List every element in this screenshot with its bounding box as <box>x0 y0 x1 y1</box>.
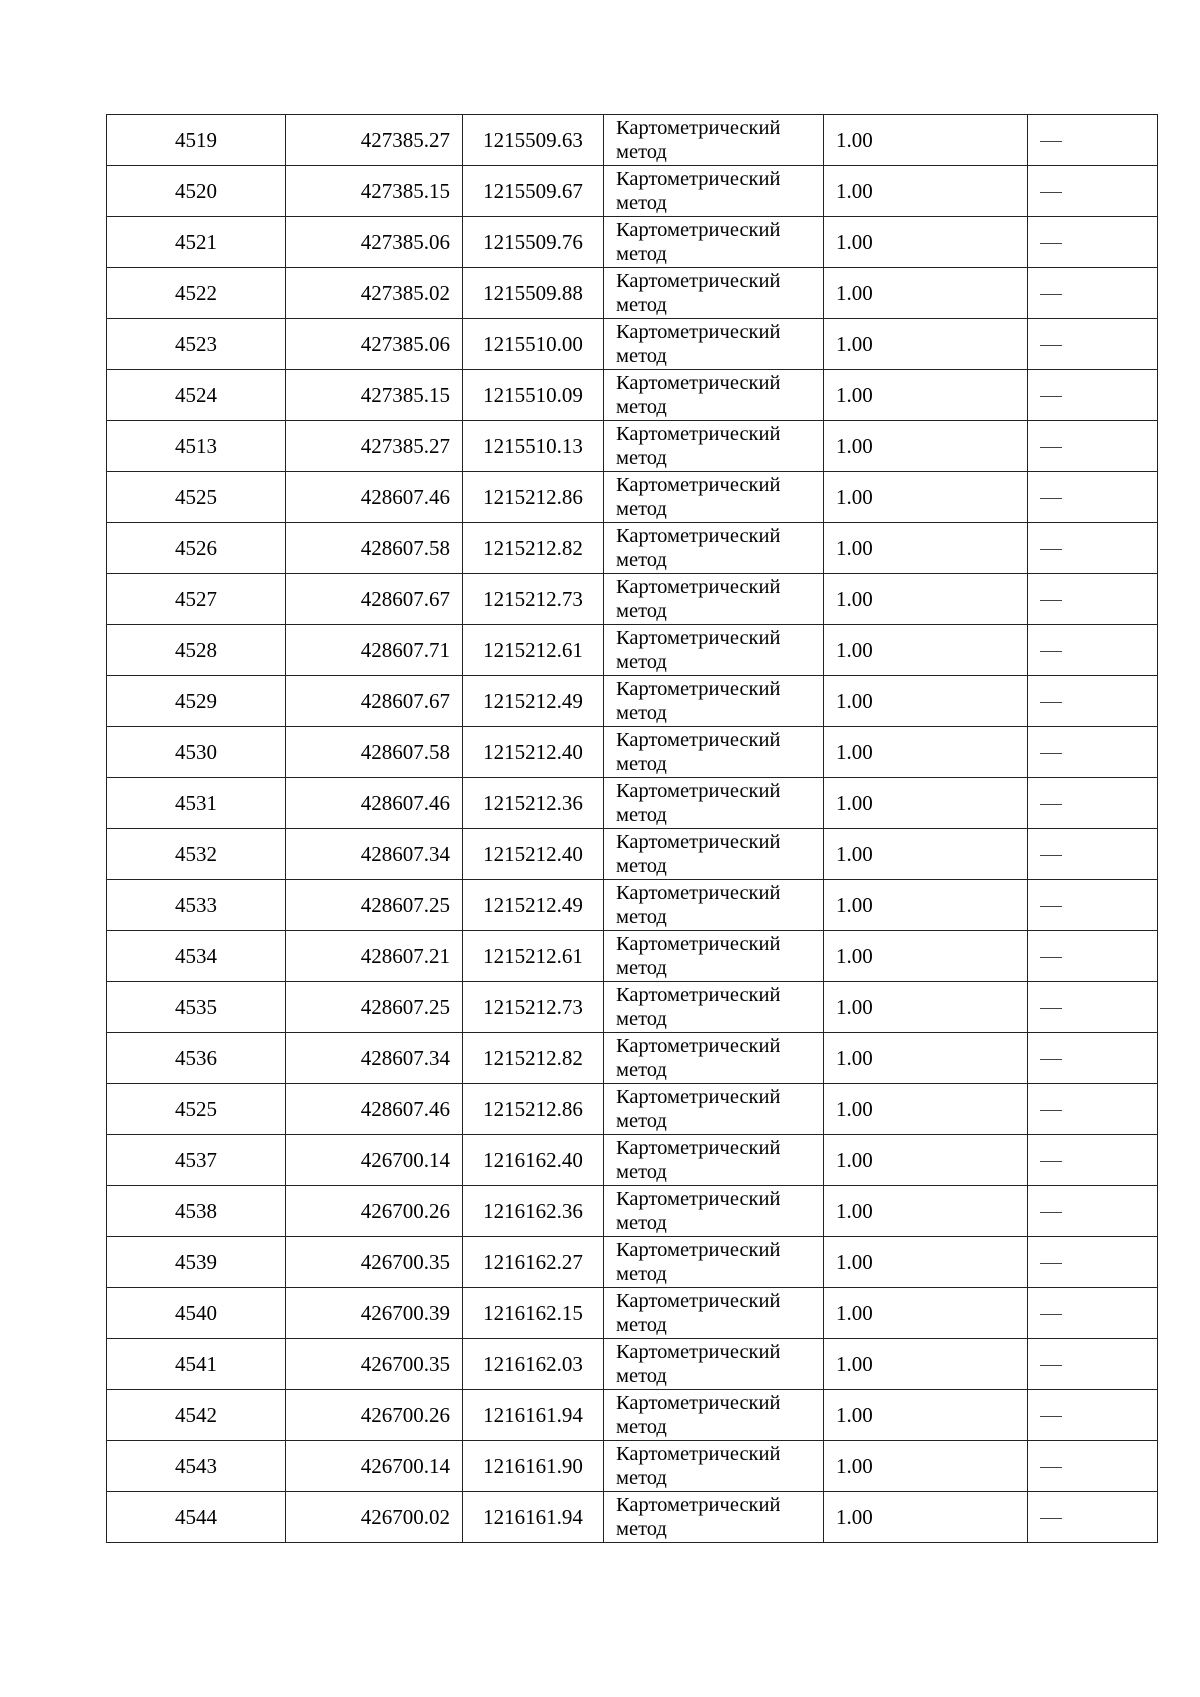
x-coordinate-cell: 427385.02 <box>286 268 463 319</box>
accuracy-cell: 1.00 <box>824 472 1028 523</box>
method-cell: Картометрический метод <box>604 1033 824 1084</box>
description-cell <box>1028 676 1158 727</box>
method-cell: Картометрический метод <box>604 523 824 574</box>
y-coordinate-cell: 1215212.49 <box>463 880 604 931</box>
description-cell <box>1028 1492 1158 1543</box>
description-cell <box>1028 1339 1158 1390</box>
x-coordinate-cell: 428607.46 <box>286 472 463 523</box>
y-coordinate-cell: 1215212.61 <box>463 931 604 982</box>
x-coordinate-cell: 428607.21 <box>286 931 463 982</box>
dash-mark <box>1040 1212 1062 1213</box>
method-cell: Картометрический метод <box>604 676 824 727</box>
table-row <box>107 1339 1158 1390</box>
accuracy-cell: 1.00 <box>824 880 1028 931</box>
point-number-cell: 4523 <box>107 319 286 370</box>
x-coordinate-cell: 428607.58 <box>286 523 463 574</box>
table-row <box>107 1186 1158 1237</box>
y-coordinate-cell: 1216161.90 <box>463 1441 604 1492</box>
method-cell: Картометрический метод <box>604 931 824 982</box>
description-cell <box>1028 727 1158 778</box>
table-row <box>107 166 1158 217</box>
dash-mark <box>1040 1008 1062 1009</box>
y-coordinate-cell: 1216162.15 <box>463 1288 604 1339</box>
dash-mark <box>1040 1416 1062 1417</box>
x-coordinate-cell: 426700.26 <box>286 1390 463 1441</box>
table-row <box>107 778 1158 829</box>
accuracy-cell: 1.00 <box>824 1186 1028 1237</box>
description-cell <box>1028 1288 1158 1339</box>
x-coordinate-cell: 428607.25 <box>286 982 463 1033</box>
point-number-cell: 4529 <box>107 676 286 727</box>
y-coordinate-cell: 1215212.82 <box>463 1033 604 1084</box>
description-cell <box>1028 370 1158 421</box>
method-cell: Картометрический метод <box>604 472 824 523</box>
accuracy-cell: 1.00 <box>824 319 1028 370</box>
x-coordinate-cell: 428607.71 <box>286 625 463 676</box>
description-cell <box>1028 1084 1158 1135</box>
x-coordinate-cell: 427385.15 <box>286 370 463 421</box>
description-cell <box>1028 1237 1158 1288</box>
table-row <box>107 370 1158 421</box>
dash-mark <box>1040 702 1062 703</box>
point-number-cell: 4528 <box>107 625 286 676</box>
x-coordinate-cell: 426700.14 <box>286 1135 463 1186</box>
y-coordinate-cell: 1215212.82 <box>463 523 604 574</box>
accuracy-cell: 1.00 <box>824 1390 1028 1441</box>
accuracy-cell: 1.00 <box>824 1033 1028 1084</box>
dash-mark <box>1040 345 1062 346</box>
method-cell: Картометрический метод <box>604 727 824 778</box>
table-row <box>107 268 1158 319</box>
method-cell: Картометрический метод <box>604 1186 824 1237</box>
accuracy-cell: 1.00 <box>824 370 1028 421</box>
accuracy-cell: 1.00 <box>824 829 1028 880</box>
description-cell <box>1028 472 1158 523</box>
accuracy-cell: 1.00 <box>824 982 1028 1033</box>
y-coordinate-cell: 1215212.40 <box>463 829 604 880</box>
accuracy-cell: 1.00 <box>824 115 1028 166</box>
y-coordinate-cell: 1215212.86 <box>463 1084 604 1135</box>
point-number-cell: 4539 <box>107 1237 286 1288</box>
dash-mark <box>1040 192 1062 193</box>
method-cell: Картометрический метод <box>604 370 824 421</box>
point-number-cell: 4540 <box>107 1288 286 1339</box>
table-row <box>107 115 1158 166</box>
y-coordinate-cell: 1216162.27 <box>463 1237 604 1288</box>
table-row <box>107 1237 1158 1288</box>
dash-mark <box>1040 549 1062 550</box>
accuracy-cell: 1.00 <box>824 676 1028 727</box>
point-number-cell: 4520 <box>107 166 286 217</box>
point-number-cell: 4526 <box>107 523 286 574</box>
point-number-cell: 4537 <box>107 1135 286 1186</box>
table-row <box>107 1033 1158 1084</box>
dash-mark <box>1040 804 1062 805</box>
point-number-cell: 4534 <box>107 931 286 982</box>
y-coordinate-cell: 1215212.61 <box>463 625 604 676</box>
dash-mark <box>1040 498 1062 499</box>
point-number-cell: 4535 <box>107 982 286 1033</box>
x-coordinate-cell: 427385.15 <box>286 166 463 217</box>
table-row <box>107 676 1158 727</box>
y-coordinate-cell: 1215212.86 <box>463 472 604 523</box>
table-row <box>107 1135 1158 1186</box>
description-cell <box>1028 1186 1158 1237</box>
y-coordinate-cell: 1215510.13 <box>463 421 604 472</box>
method-cell: Картометрический метод <box>604 982 824 1033</box>
y-coordinate-cell: 1215510.00 <box>463 319 604 370</box>
description-cell <box>1028 1033 1158 1084</box>
table-row <box>107 217 1158 268</box>
accuracy-cell: 1.00 <box>824 421 1028 472</box>
x-coordinate-cell: 426700.14 <box>286 1441 463 1492</box>
coordinates-table <box>106 114 1158 1543</box>
method-cell: Картометрический метод <box>604 829 824 880</box>
point-number-cell: 4532 <box>107 829 286 880</box>
dash-mark <box>1040 753 1062 754</box>
method-cell: Картометрический метод <box>604 778 824 829</box>
dash-mark <box>1040 141 1062 142</box>
method-cell: Картометрический метод <box>604 1237 824 1288</box>
y-coordinate-cell: 1216161.94 <box>463 1390 604 1441</box>
accuracy-cell: 1.00 <box>824 625 1028 676</box>
y-coordinate-cell: 1215212.40 <box>463 727 604 778</box>
y-coordinate-cell: 1215509.63 <box>463 115 604 166</box>
description-cell <box>1028 574 1158 625</box>
accuracy-cell: 1.00 <box>824 523 1028 574</box>
point-number-cell: 4531 <box>107 778 286 829</box>
x-coordinate-cell: 428607.25 <box>286 880 463 931</box>
table-row <box>107 574 1158 625</box>
description-cell <box>1028 1441 1158 1492</box>
description-cell <box>1028 982 1158 1033</box>
x-coordinate-cell: 427385.06 <box>286 217 463 268</box>
y-coordinate-cell: 1215212.73 <box>463 982 604 1033</box>
method-cell: Картометрический метод <box>604 880 824 931</box>
method-cell: Картометрический метод <box>604 421 824 472</box>
x-coordinate-cell: 426700.02 <box>286 1492 463 1543</box>
method-cell: Картометрический метод <box>604 574 824 625</box>
method-cell: Картометрический метод <box>604 1084 824 1135</box>
point-number-cell: 4542 <box>107 1390 286 1441</box>
dash-mark <box>1040 651 1062 652</box>
x-coordinate-cell: 426700.35 <box>286 1237 463 1288</box>
y-coordinate-cell: 1215510.09 <box>463 370 604 421</box>
dash-mark <box>1040 294 1062 295</box>
accuracy-cell: 1.00 <box>824 1084 1028 1135</box>
method-cell: Картометрический метод <box>604 115 824 166</box>
dash-mark <box>1040 1314 1062 1315</box>
x-coordinate-cell: 427385.27 <box>286 421 463 472</box>
dash-mark <box>1040 906 1062 907</box>
method-cell: Картометрический метод <box>604 625 824 676</box>
point-number-cell: 4525 <box>107 472 286 523</box>
table-row <box>107 1084 1158 1135</box>
table-row <box>107 319 1158 370</box>
x-coordinate-cell: 426700.35 <box>286 1339 463 1390</box>
x-coordinate-cell: 426700.39 <box>286 1288 463 1339</box>
x-coordinate-cell: 428607.46 <box>286 778 463 829</box>
point-number-cell: 4522 <box>107 268 286 319</box>
point-number-cell: 4525 <box>107 1084 286 1135</box>
point-number-cell: 4544 <box>107 1492 286 1543</box>
dash-mark <box>1040 1059 1062 1060</box>
x-coordinate-cell: 428607.34 <box>286 1033 463 1084</box>
point-number-cell: 4513 <box>107 421 286 472</box>
y-coordinate-cell: 1216162.03 <box>463 1339 604 1390</box>
y-coordinate-cell: 1215212.49 <box>463 676 604 727</box>
description-cell <box>1028 829 1158 880</box>
point-number-cell: 4527 <box>107 574 286 625</box>
description-cell <box>1028 1135 1158 1186</box>
table-row <box>107 982 1158 1033</box>
description-cell <box>1028 319 1158 370</box>
table-row <box>107 523 1158 574</box>
dash-mark <box>1040 1365 1062 1366</box>
x-coordinate-cell: 428607.67 <box>286 676 463 727</box>
method-cell: Картометрический метод <box>604 319 824 370</box>
table-row <box>107 880 1158 931</box>
description-cell <box>1028 217 1158 268</box>
accuracy-cell: 1.00 <box>824 1492 1028 1543</box>
description-cell <box>1028 880 1158 931</box>
y-coordinate-cell: 1216162.40 <box>463 1135 604 1186</box>
point-number-cell: 4538 <box>107 1186 286 1237</box>
accuracy-cell: 1.00 <box>824 1441 1028 1492</box>
point-number-cell: 4519 <box>107 115 286 166</box>
method-cell: Картометрический метод <box>604 1288 824 1339</box>
description-cell <box>1028 166 1158 217</box>
accuracy-cell: 1.00 <box>824 1237 1028 1288</box>
point-number-cell: 4536 <box>107 1033 286 1084</box>
point-number-cell: 4524 <box>107 370 286 421</box>
y-coordinate-cell: 1215509.67 <box>463 166 604 217</box>
description-cell <box>1028 625 1158 676</box>
x-coordinate-cell: 428607.46 <box>286 1084 463 1135</box>
accuracy-cell: 1.00 <box>824 931 1028 982</box>
table-row <box>107 1492 1158 1543</box>
accuracy-cell: 1.00 <box>824 166 1028 217</box>
table-row <box>107 1390 1158 1441</box>
y-coordinate-cell: 1216161.94 <box>463 1492 604 1543</box>
dash-mark <box>1040 1263 1062 1264</box>
description-cell <box>1028 931 1158 982</box>
description-cell <box>1028 268 1158 319</box>
dash-mark <box>1040 1110 1062 1111</box>
point-number-cell: 4521 <box>107 217 286 268</box>
dash-mark <box>1040 1518 1062 1519</box>
description-cell <box>1028 778 1158 829</box>
description-cell <box>1028 523 1158 574</box>
table-row <box>107 472 1158 523</box>
accuracy-cell: 1.00 <box>824 1135 1028 1186</box>
method-cell: Картометрический метод <box>604 268 824 319</box>
coordinates-table-body <box>107 115 1158 1543</box>
point-number-cell: 4541 <box>107 1339 286 1390</box>
accuracy-cell: 1.00 <box>824 217 1028 268</box>
y-coordinate-cell: 1215212.73 <box>463 574 604 625</box>
dash-mark <box>1040 600 1062 601</box>
point-number-cell: 4533 <box>107 880 286 931</box>
y-coordinate-cell: 1215509.88 <box>463 268 604 319</box>
dash-mark <box>1040 855 1062 856</box>
accuracy-cell: 1.00 <box>824 778 1028 829</box>
x-coordinate-cell: 428607.58 <box>286 727 463 778</box>
method-cell: Картометрический метод <box>604 1492 824 1543</box>
method-cell: Картометрический метод <box>604 166 824 217</box>
method-cell: Картометрический метод <box>604 1390 824 1441</box>
y-coordinate-cell: 1215212.36 <box>463 778 604 829</box>
x-coordinate-cell: 427385.27 <box>286 115 463 166</box>
x-coordinate-cell: 427385.06 <box>286 319 463 370</box>
dash-mark <box>1040 396 1062 397</box>
description-cell <box>1028 421 1158 472</box>
dash-mark <box>1040 243 1062 244</box>
x-coordinate-cell: 428607.67 <box>286 574 463 625</box>
dash-mark <box>1040 1467 1062 1468</box>
dash-mark <box>1040 1161 1062 1162</box>
method-cell: Картометрический метод <box>604 1135 824 1186</box>
method-cell: Картометрический метод <box>604 1339 824 1390</box>
y-coordinate-cell: 1215509.76 <box>463 217 604 268</box>
y-coordinate-cell: 1216162.36 <box>463 1186 604 1237</box>
point-number-cell: 4543 <box>107 1441 286 1492</box>
table-row <box>107 1288 1158 1339</box>
method-cell: Картометрический метод <box>604 1441 824 1492</box>
dash-mark <box>1040 957 1062 958</box>
table-row <box>107 1441 1158 1492</box>
x-coordinate-cell: 426700.26 <box>286 1186 463 1237</box>
description-cell <box>1028 1390 1158 1441</box>
method-cell: Картометрический метод <box>604 217 824 268</box>
accuracy-cell: 1.00 <box>824 574 1028 625</box>
x-coordinate-cell: 428607.34 <box>286 829 463 880</box>
accuracy-cell: 1.00 <box>824 1339 1028 1390</box>
table-row <box>107 421 1158 472</box>
accuracy-cell: 1.00 <box>824 727 1028 778</box>
accuracy-cell: 1.00 <box>824 1288 1028 1339</box>
description-cell <box>1028 115 1158 166</box>
accuracy-cell: 1.00 <box>824 268 1028 319</box>
dash-mark <box>1040 447 1062 448</box>
table-row <box>107 727 1158 778</box>
table-row <box>107 931 1158 982</box>
table-row <box>107 625 1158 676</box>
point-number-cell: 4530 <box>107 727 286 778</box>
table-row <box>107 829 1158 880</box>
